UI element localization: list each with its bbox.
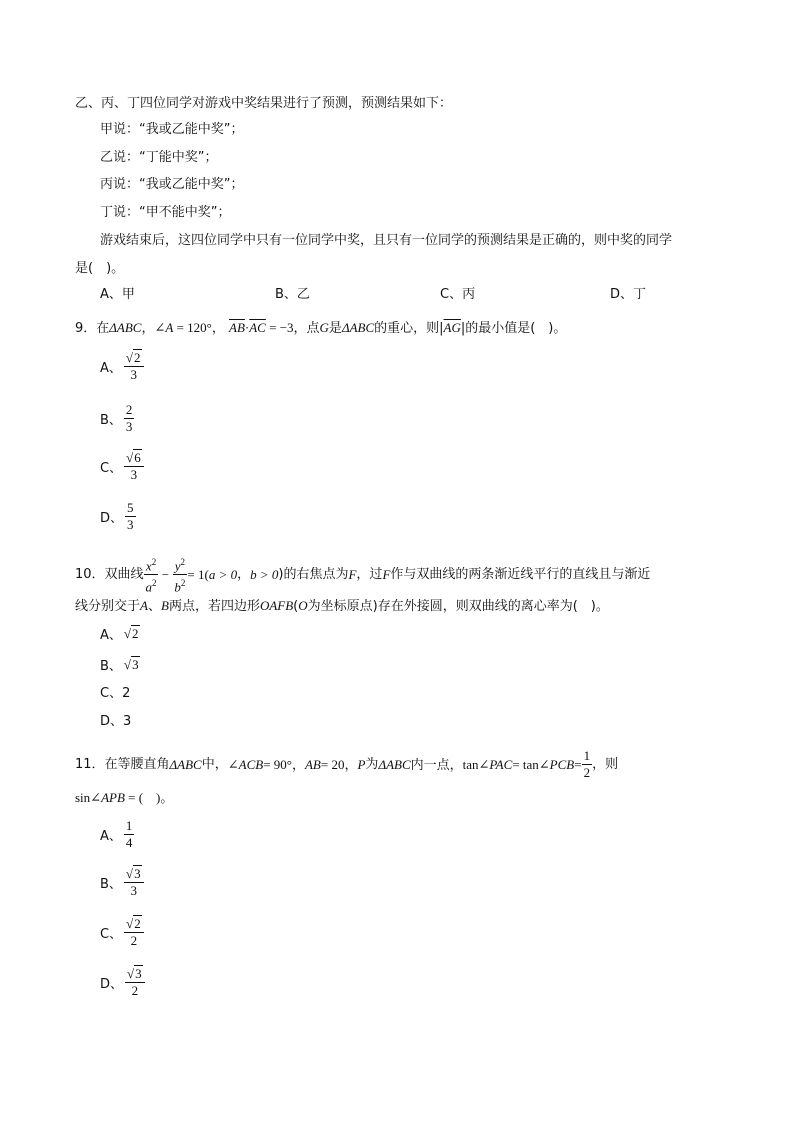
q10-quadrilateral: OAFB	[259, 598, 294, 613]
fraction: $\frac{√6}{3}$	[124, 450, 144, 483]
option-label: B、	[100, 413, 122, 428]
fraction	[124, 402, 135, 435]
denominator: 3	[130, 367, 137, 382]
q10-focus-f: F	[348, 566, 357, 582]
q11-angle-pac: ∠PAC	[478, 756, 513, 772]
q11-option-d	[100, 966, 145, 999]
q11-angle-apb: ∠APB	[90, 790, 125, 805]
q10-text: 线分别交于	[75, 599, 141, 614]
fraction: $\frac{√2}{2}$	[124, 916, 144, 949]
var-x: x	[145, 558, 152, 574]
q11-option-c	[100, 916, 144, 949]
q8-statement-bing: 丙说：“我或乙能中奖”；	[100, 177, 244, 192]
denominator: 2	[583, 765, 591, 780]
radicand: 2	[132, 625, 139, 641]
q11-text: 11．在等腰直角	[75, 756, 170, 772]
q11-option-a	[100, 818, 134, 851]
q10-option-c: C、2	[100, 686, 131, 701]
q10-option-d: D、3	[100, 714, 132, 729]
q10-text: 10．双曲线	[75, 566, 144, 582]
q11-stem-line2	[75, 788, 173, 809]
option-label: B、	[100, 877, 122, 892]
q9-triangle: ΔABC	[109, 320, 142, 335]
var-b: b	[174, 579, 181, 595]
q11-triangle: ΔABC	[378, 756, 411, 772]
q9-angle-value: = 120°，	[173, 320, 225, 335]
q8-conclusion-line2: 是( )。	[75, 261, 125, 276]
q11-fraction-half	[582, 748, 593, 781]
q10-text: = 1(	[187, 566, 209, 582]
q9-triangle: ΔABC	[341, 320, 375, 335]
q10-text: 为坐标原点)存在外接圆，则双曲线的离心率为( )。	[307, 599, 609, 614]
q11-text: sin	[75, 790, 91, 805]
q10-focus-f: F	[382, 566, 391, 582]
q11-text: 为	[365, 756, 379, 772]
q9-text: 9．在	[75, 321, 110, 336]
radicand: 2	[134, 350, 141, 365]
option-label: C、	[100, 927, 123, 942]
q10-text: 、	[147, 599, 161, 614]
var-y: y	[174, 558, 181, 574]
q10-stem-line1: 10．双曲线 $\frac{x^2}{a^2}$ − $\frac{y^2}{b^2}$ = 1( a > 0 ， b > 0 )的右焦点为 F ，过 F 作与双曲线的两条渐近线平行的直线且与渐近	[75, 554, 650, 596]
q9-text: |的最小值是( )。	[460, 321, 567, 336]
q10-origin: O	[298, 598, 308, 613]
fraction	[125, 500, 136, 533]
fraction: $\frac{√3}{3}$	[124, 866, 144, 899]
q9-option-d	[100, 500, 136, 533]
q9-text: = −3，点	[265, 320, 320, 335]
radicand: 3	[132, 656, 139, 672]
denominator: 3	[125, 419, 133, 434]
q8-option-b: B、乙	[275, 287, 310, 302]
q9-vector-ab: $\overline{AB}$	[229, 320, 245, 335]
q8-conclusion-line1: 游戏结束后，这四位同学中只有一位同学中奖，且只有一位同学的预测结果是正确的，则中奖的同学	[100, 233, 673, 248]
q9-option-c	[100, 450, 144, 483]
fraction	[124, 818, 135, 851]
q10-condition-a: a > 0	[208, 566, 238, 582]
q10-text: ，	[237, 566, 251, 582]
q11-text: = 20，	[320, 756, 358, 772]
numerator: 5	[127, 500, 134, 515]
denominator: 3	[130, 467, 138, 482]
denominator: 3	[130, 883, 137, 898]
option-label: B、	[100, 659, 122, 674]
q10-option-b: B、 √3	[100, 656, 139, 674]
option-label: A、	[100, 628, 122, 643]
q9-option-b	[100, 402, 134, 435]
var-a: a	[145, 579, 153, 595]
q8-statement-ding: 丁说：“甲不能中奖”；	[100, 205, 231, 220]
option-label: A、	[100, 361, 122, 376]
q9-dot: ·	[244, 320, 250, 335]
q10-point-a: A	[140, 598, 148, 613]
q11-option-b	[100, 866, 144, 899]
denominator: 2	[130, 933, 138, 948]
q10-option-a: A、 √2	[100, 625, 139, 643]
option-label: D、	[100, 511, 124, 526]
denominator: 4	[125, 835, 133, 850]
numerator: 2	[125, 402, 133, 417]
q11-text: 内一点，tan	[410, 756, 479, 772]
q10-condition-b: b > 0	[250, 566, 279, 582]
denominator: 3	[127, 517, 134, 532]
q9-text: 的重心，则|	[374, 321, 444, 336]
q9-option-a	[100, 350, 144, 383]
q11-side-ab: AB	[304, 756, 321, 772]
q11-text: =	[574, 756, 582, 772]
q11-text: = tan	[512, 756, 539, 772]
q11-triangle: ΔABC	[169, 756, 202, 772]
q11-text: = ( )。	[124, 790, 174, 805]
q8-statement-yi: 乙说：“丁能中奖”；	[100, 150, 218, 165]
fraction: $\frac{√3}{2}$	[125, 966, 145, 999]
option-label: C、	[100, 461, 123, 476]
q9-vector-ac: $\overline{AC}$	[249, 320, 266, 335]
q10-text: 作与双曲线的两条渐近线平行的直线且与渐近	[390, 566, 651, 582]
q10-fraction-y: $\frac{y^2}{b^2}$	[172, 554, 187, 596]
q8-statement-jia: 甲说：“我或乙能中奖”；	[100, 122, 244, 137]
q11-angle-pcb: ∠PCB	[538, 756, 575, 772]
q9-angle-a: ∠A	[154, 320, 174, 335]
q11-angle-acb: ∠ACB	[227, 756, 264, 772]
q11-stem-line1	[75, 748, 618, 781]
q10-text: (	[293, 599, 299, 614]
option-label: A、	[100, 829, 122, 844]
fraction: $\frac{√2}{3}$	[124, 350, 144, 383]
q8-intro: 乙、丙、丁四位同学对游戏中奖结果进行了预测，预测结果如下：	[75, 96, 453, 111]
q10-point-b: B	[160, 598, 169, 613]
q9-text: ，	[141, 321, 155, 336]
q11-text: ，则	[592, 756, 619, 772]
q10-text: ，过	[356, 566, 383, 582]
q11-text: 中，	[201, 756, 228, 772]
q10-stem-line2	[75, 596, 609, 617]
q8-option-d: D、丁	[610, 287, 647, 302]
radicand: 3	[134, 866, 141, 881]
numerator: 1	[583, 748, 591, 763]
q9-stem	[75, 318, 566, 339]
q9-vector-ag: $\overline{AG}$	[443, 320, 461, 335]
numerator: 1	[125, 818, 133, 833]
q10-fraction-x: $\frac{x^2}{a^2}$	[144, 554, 159, 596]
option-label: D、	[100, 977, 124, 992]
radicand: 2	[134, 916, 141, 931]
q10-text: )的右焦点为	[278, 566, 349, 582]
q9-point-g: G	[319, 320, 329, 335]
denominator: 2	[131, 983, 139, 998]
q10-text: 两点，若四边形	[168, 599, 260, 614]
q8-option-a: A、甲	[100, 287, 135, 302]
radicand: 3	[135, 966, 142, 981]
q11-text: = 90°，	[263, 756, 305, 772]
q9-text: 是	[328, 321, 342, 336]
q11-point-p: P	[357, 756, 366, 772]
q8-option-c: C、丙	[440, 287, 476, 302]
radicand: 6	[134, 450, 141, 465]
